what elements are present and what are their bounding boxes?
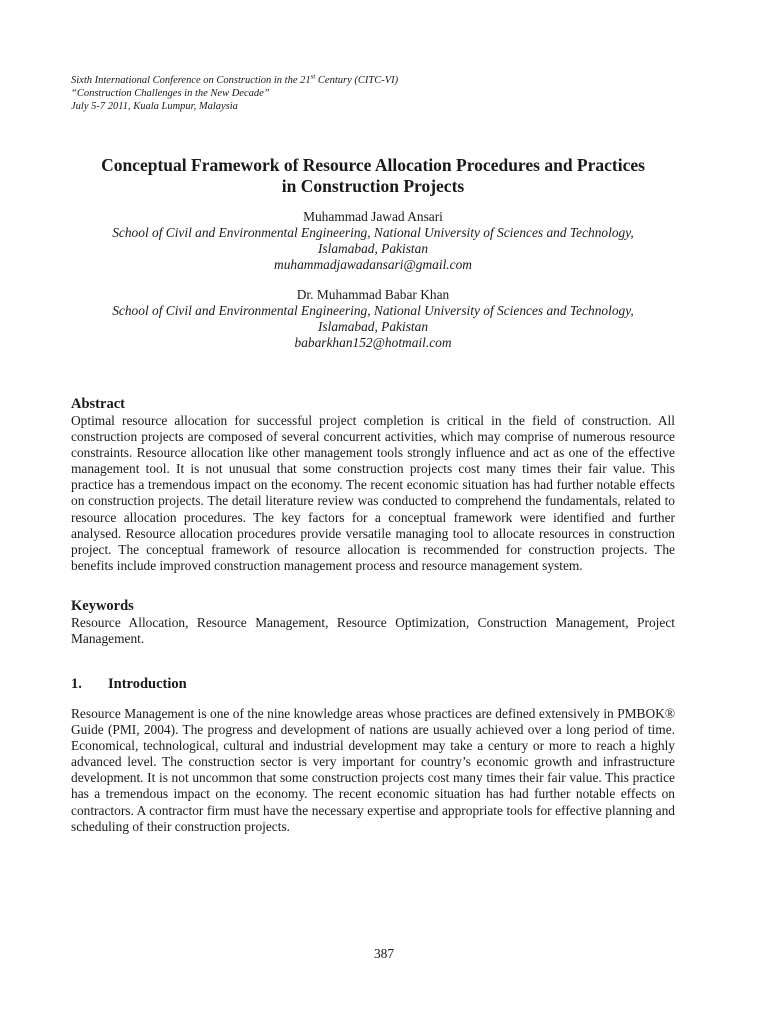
conference-name: Sixth International Conference on Construction in the 21st Century (CITC-VI)	[71, 72, 399, 86]
paper-title: Conceptual Framework of Resource Allocation Procedures and Practices in Construction Projects	[101, 155, 645, 196]
author-name: Dr. Muhammad Babar Khan	[296, 287, 450, 302]
introduction-text: Resource Management is one of the nine knowledge areas whose practices are defined extensively in PMBOK® Guide (PMI, 2004). The progress and development of nations are usually achieved over a long period of time. Economical, technological, cultural and industrial development may take a century or more to reach a highly advanced level. The construction sector is very important for country’s economic growth and infrastructure development. It is not uncommon that some construction projects cost many times their fair value. This practice has a tremendous impact on the economy. The recent economic situation has had further notable effects on contractors. A contractor firm must have the necessary expertise and appropriate tools for effective planning and scheduling of their construction projects.	[71, 706, 675, 834]
keywords-text: Resource Allocation, Resource Management, Resource Optimization, Construction Management, Project Management.	[71, 615, 675, 647]
keywords-heading: Keywords	[71, 598, 134, 614]
conference-theme: “Construction Challenges in the New Decade”	[71, 88, 270, 99]
author-email: babarkhan152@hotmail.com	[294, 335, 452, 350]
author-block-2	[60, 287, 686, 351]
author-email: muhammadjawadansari@gmail.com	[274, 257, 472, 272]
abstract-heading: Abstract	[71, 396, 125, 412]
section-title: Introduction	[108, 676, 187, 692]
keywords-section	[71, 597, 675, 647]
author-block-1	[60, 209, 686, 273]
conference-date-location: July 5-7 2011, Kuala Lumpur, Malaysia	[71, 101, 238, 112]
introduction-heading	[71, 675, 675, 693]
abstract-text: Optimal resource allocation for successful project completion is critical in the field of construction. All construction projects are composed of several concurrent activities, which may comprise of numerous resource constraints. Resource allocation like other management tools strongly influence and act as one of the effective management tool. It is not unusual that some construction projects cost many times their fair value. This practice has a tremendous impact on the economy. The recent economic situation has had further notable effects on construction projects. The detail literature review was conducted to comprehend the fundamentals, related to resource allocation procedures. The key factors for a conceptual framework were identified and further analysed. Resource allocation procedures provide versatile managing tool to allocate resources in construction project. The conceptual framework of resource allocation is recommended for construction projects. The benefits include improved construction management process and resource management system.	[71, 413, 675, 573]
author-affiliation: School of Civil and Environmental Engineering, National University of Sciences and Technology,	[112, 225, 634, 240]
author-name: Muhammad Jawad Ansari	[303, 209, 443, 224]
author-affiliation-location: Islamabad, Pakistan	[317, 241, 429, 256]
introduction-section	[71, 675, 675, 835]
abstract-section	[71, 395, 675, 574]
section-number: 1.	[71, 676, 82, 692]
conference-header	[71, 74, 398, 113]
author-affiliation-location: Islamabad, Pakistan	[317, 319, 429, 334]
page-number: 387	[373, 946, 395, 961]
author-affiliation: School of Civil and Environmental Engineering, National University of Sciences and Technology,	[112, 303, 634, 318]
